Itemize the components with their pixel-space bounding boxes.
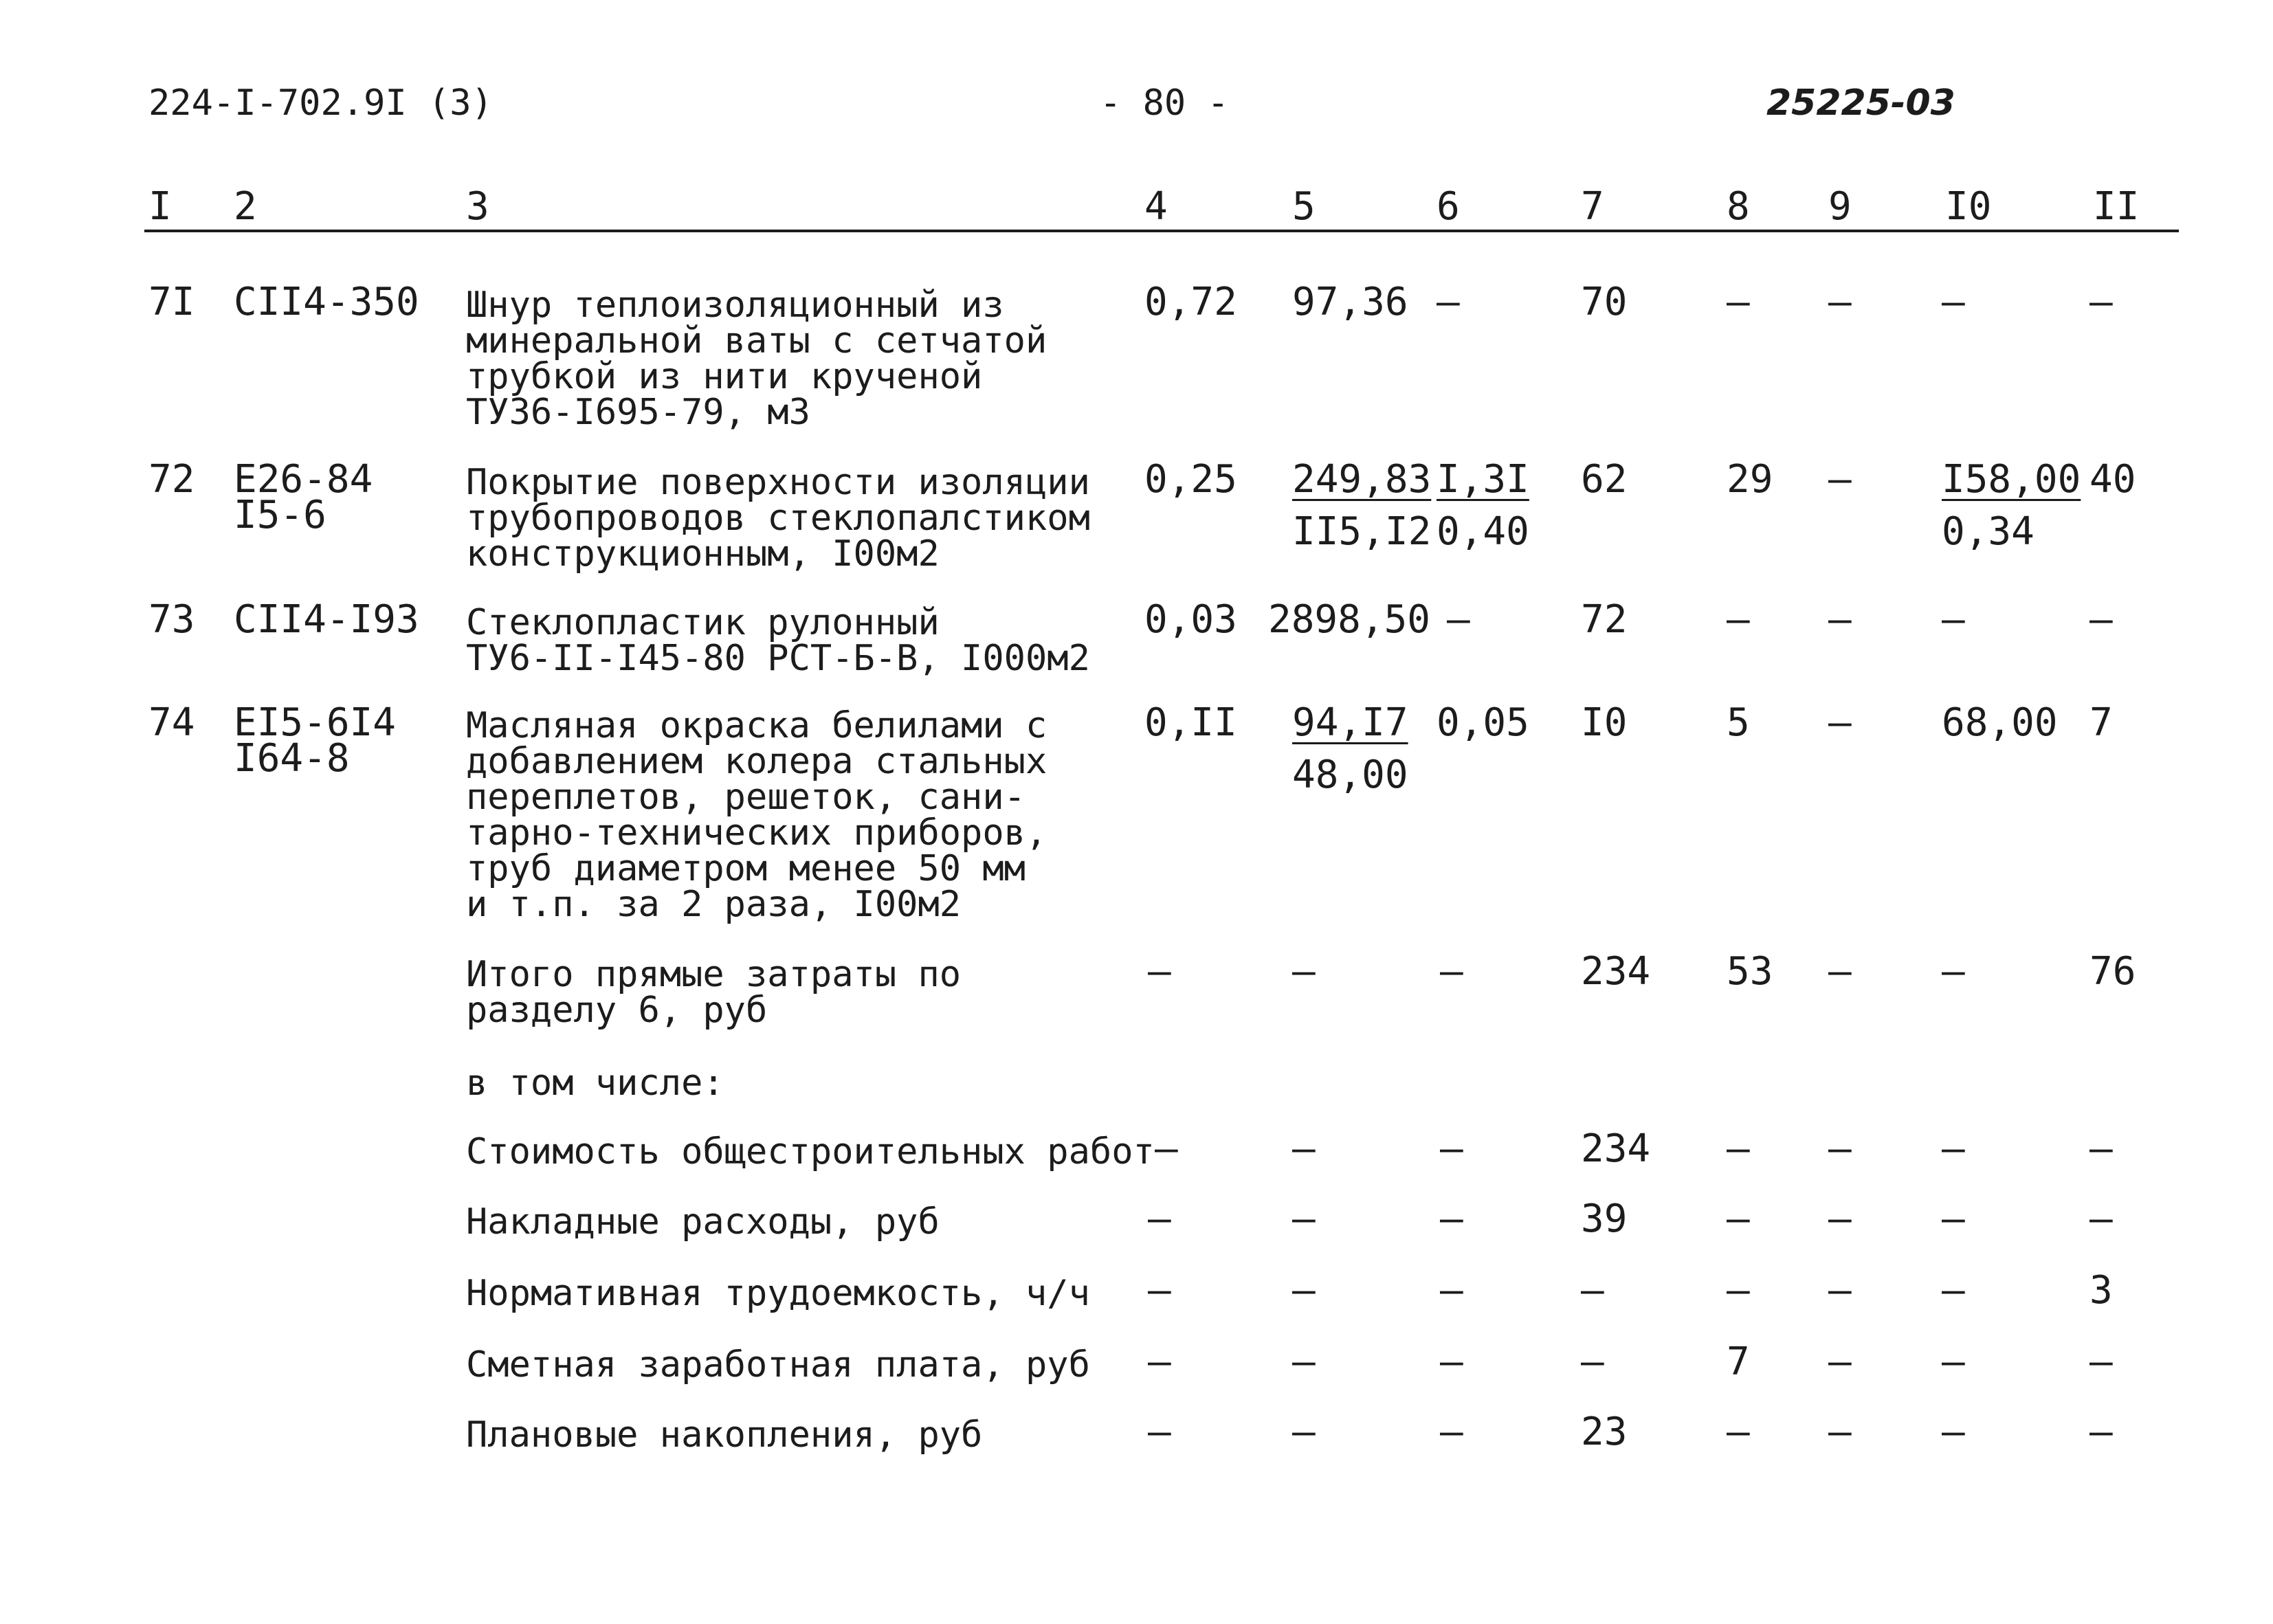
work-name-line: Покрытие поверхности изоляции	[466, 462, 1090, 503]
quantity: 0,03	[1144, 597, 1237, 642]
col9-value: –	[1828, 280, 1852, 324]
col7-value: 70	[1581, 280, 1628, 324]
col7-value: 72	[1581, 597, 1628, 642]
work-name-line: Масляная окраска белилами с	[466, 705, 1047, 746]
work-name-line: труб диаметром менее 50 мм	[466, 848, 1025, 889]
col11-value: 7	[2089, 700, 2113, 745]
quantity: 0,II	[1144, 700, 1237, 745]
work-name-line: трубопроводов стеклопалстиком	[466, 498, 1090, 539]
col6-value: –	[1440, 1197, 1463, 1241]
unit-cost-wage: 48,00	[1292, 753, 1408, 797]
col9-value: –	[1828, 1339, 1852, 1384]
row-number: 73	[148, 597, 195, 642]
col7-value: 39	[1581, 1197, 1628, 1241]
col9-value: –	[1828, 1268, 1852, 1313]
col7-value: 234	[1581, 949, 1651, 994]
col9-value: –	[1828, 949, 1852, 994]
col10-value: –	[1942, 280, 1965, 324]
col4-value: –	[1148, 949, 1171, 994]
row-number: 7I	[148, 280, 195, 324]
col11-value: –	[2089, 1197, 2113, 1241]
column-header-9: 9	[1828, 184, 1852, 229]
col11-value: –	[2089, 1410, 2113, 1454]
unit-cost: 97,36	[1292, 280, 1408, 324]
work-name-line: трубкой из нити крученой	[466, 356, 983, 397]
col11-value: 3	[2089, 1268, 2113, 1313]
col11-value: –	[2089, 280, 2113, 324]
col5-value: –	[1292, 949, 1316, 994]
summary-label: Накладные расходы, руб	[466, 1201, 940, 1243]
col4-value: –	[1148, 1410, 1171, 1454]
col10-value-lower: 0,34	[1942, 509, 2034, 554]
unit-cost: 249,83	[1292, 457, 1432, 502]
col11-value: 40	[2089, 457, 2136, 502]
work-name-line: тарно-технических приборов,	[466, 812, 1047, 854]
col6-value-lower: 0,40	[1437, 509, 1529, 554]
column-header-2: 2	[234, 184, 257, 229]
rate-code: I64-8	[234, 736, 350, 781]
work-name-line: конструкционным, I00м2	[466, 533, 940, 575]
col8-value: –	[1727, 1126, 1750, 1171]
col5-value: –	[1292, 1268, 1316, 1313]
col10-value: –	[1942, 949, 1965, 994]
column-header-11: II	[2093, 184, 2140, 229]
col11-value: –	[2089, 597, 2113, 642]
unit-cost-wage: II5,I2	[1292, 509, 1432, 554]
work-name-line: переплетов, решеток, сани-	[466, 777, 1025, 818]
col8-value: –	[1727, 1268, 1750, 1313]
col9-value: –	[1828, 1126, 1852, 1171]
col6-value: –	[1440, 1126, 1463, 1171]
col6-value: I,3I	[1437, 457, 1529, 502]
rate-code: EI5-6I4	[234, 700, 397, 745]
col5-value: –	[1292, 1339, 1316, 1384]
col9-value: –	[1828, 700, 1852, 745]
column-header-6: 6	[1437, 184, 1460, 229]
col9-value: –	[1828, 1410, 1852, 1454]
col8-value: 29	[1727, 457, 1773, 502]
column-header-5: 5	[1292, 184, 1316, 229]
col5-value: –	[1292, 1410, 1316, 1454]
col8-value: –	[1727, 280, 1750, 324]
col6-value: –	[1440, 949, 1463, 994]
work-name-line: Шнур теплоизоляционный из	[466, 285, 1004, 326]
column-header-1: I	[148, 184, 172, 229]
rate-code: I5-6	[234, 493, 326, 537]
col7-value: I0	[1581, 700, 1628, 745]
col9-value: –	[1828, 597, 1852, 642]
work-name-line: минеральной ваты с сетчатой	[466, 320, 1047, 361]
col6-value: 0,05	[1437, 700, 1529, 745]
col4-value: –	[1148, 1339, 1171, 1384]
col9-value: –	[1828, 457, 1852, 502]
col6-value: –	[1437, 280, 1460, 324]
col6-value: –	[1440, 1339, 1463, 1384]
archive-number: 25225-03	[1766, 82, 1955, 124]
quantity: 0,25	[1144, 457, 1237, 502]
col7-value: 23	[1581, 1410, 1628, 1454]
col11-value: –	[2089, 1126, 2113, 1171]
summary-label: Плановые накопления, руб	[466, 1414, 983, 1456]
col10-value: –	[1942, 1197, 1965, 1241]
rate-code: CII4-350	[234, 280, 419, 324]
summary-label: Нормативная трудоемкость, ч/ч	[466, 1273, 1090, 1314]
col6-value: –	[1440, 1268, 1463, 1313]
column-header-8: 8	[1727, 184, 1750, 229]
quantity: 0,72	[1144, 280, 1237, 324]
work-name-line: и т.п. за 2 раза, I00м2	[466, 884, 962, 925]
summary-label: Стоимость общестроительных работ	[466, 1131, 1155, 1172]
col10-value: –	[1942, 597, 1965, 642]
col8-value: 7	[1727, 1339, 1750, 1384]
work-name-line: Стеклопластик рулонный	[466, 602, 940, 643]
col8-value: 53	[1727, 949, 1773, 994]
col5-value: –	[1292, 1126, 1316, 1171]
col6-value: –	[1447, 597, 1470, 642]
col7-value: –	[1581, 1339, 1604, 1384]
row-number: 74	[148, 700, 195, 745]
col8-value: –	[1727, 1410, 1750, 1454]
col8-value: –	[1727, 1197, 1750, 1241]
col11-value: –	[2089, 1339, 2113, 1384]
col7-value: –	[1581, 1268, 1604, 1313]
col8-value: –	[1727, 597, 1750, 642]
col7-value: 62	[1581, 457, 1628, 502]
col10-value: –	[1942, 1410, 1965, 1454]
col10-value: I58,00	[1942, 457, 2081, 502]
summary-label: разделу 6, руб	[466, 990, 768, 1031]
col9-value: –	[1828, 1197, 1852, 1241]
rate-code: E26-84	[234, 457, 373, 502]
col4-value: –	[1148, 1197, 1171, 1241]
work-name-line: ТУ6-II-I45-80 РСТ-Б-В, I000м2	[466, 638, 1090, 679]
col5-value: –	[1292, 1197, 1316, 1241]
rate-code: CII4-I93	[234, 597, 419, 642]
page-number: - 80 -	[1100, 82, 1229, 124]
col10-value: –	[1942, 1268, 1965, 1313]
col4-value: –	[1148, 1268, 1171, 1313]
row-number: 72	[148, 457, 195, 502]
summary-label: Сметная заработная плата, руб	[466, 1344, 1090, 1386]
col10-value: –	[1942, 1339, 1965, 1384]
col7-value: 234	[1581, 1126, 1651, 1171]
col11-value: 76	[2089, 949, 2136, 994]
unit-cost: 94,I7	[1292, 700, 1408, 745]
document-code: 224-I-702.9I (3)	[148, 82, 493, 124]
column-header-3: 3	[466, 184, 489, 229]
col10-value: 68,00	[1942, 700, 2058, 745]
column-header-4: 4	[1144, 184, 1168, 229]
col4-value: –	[1155, 1126, 1178, 1171]
col10-value: –	[1942, 1126, 1965, 1171]
col8-value: 5	[1727, 700, 1750, 745]
work-name-line: ТУ36-I695-79, м3	[466, 392, 810, 433]
col6-value: –	[1440, 1410, 1463, 1454]
column-header-10: I0	[1945, 184, 1992, 229]
column-header-7: 7	[1581, 184, 1604, 229]
work-name-line: добавлением колера стальных	[466, 741, 1047, 782]
including-label: в том числе:	[466, 1063, 724, 1104]
summary-label: Итого прямые затраты по	[466, 954, 962, 995]
header-rule	[144, 230, 2179, 232]
unit-cost: 2898,50	[1268, 597, 1431, 642]
